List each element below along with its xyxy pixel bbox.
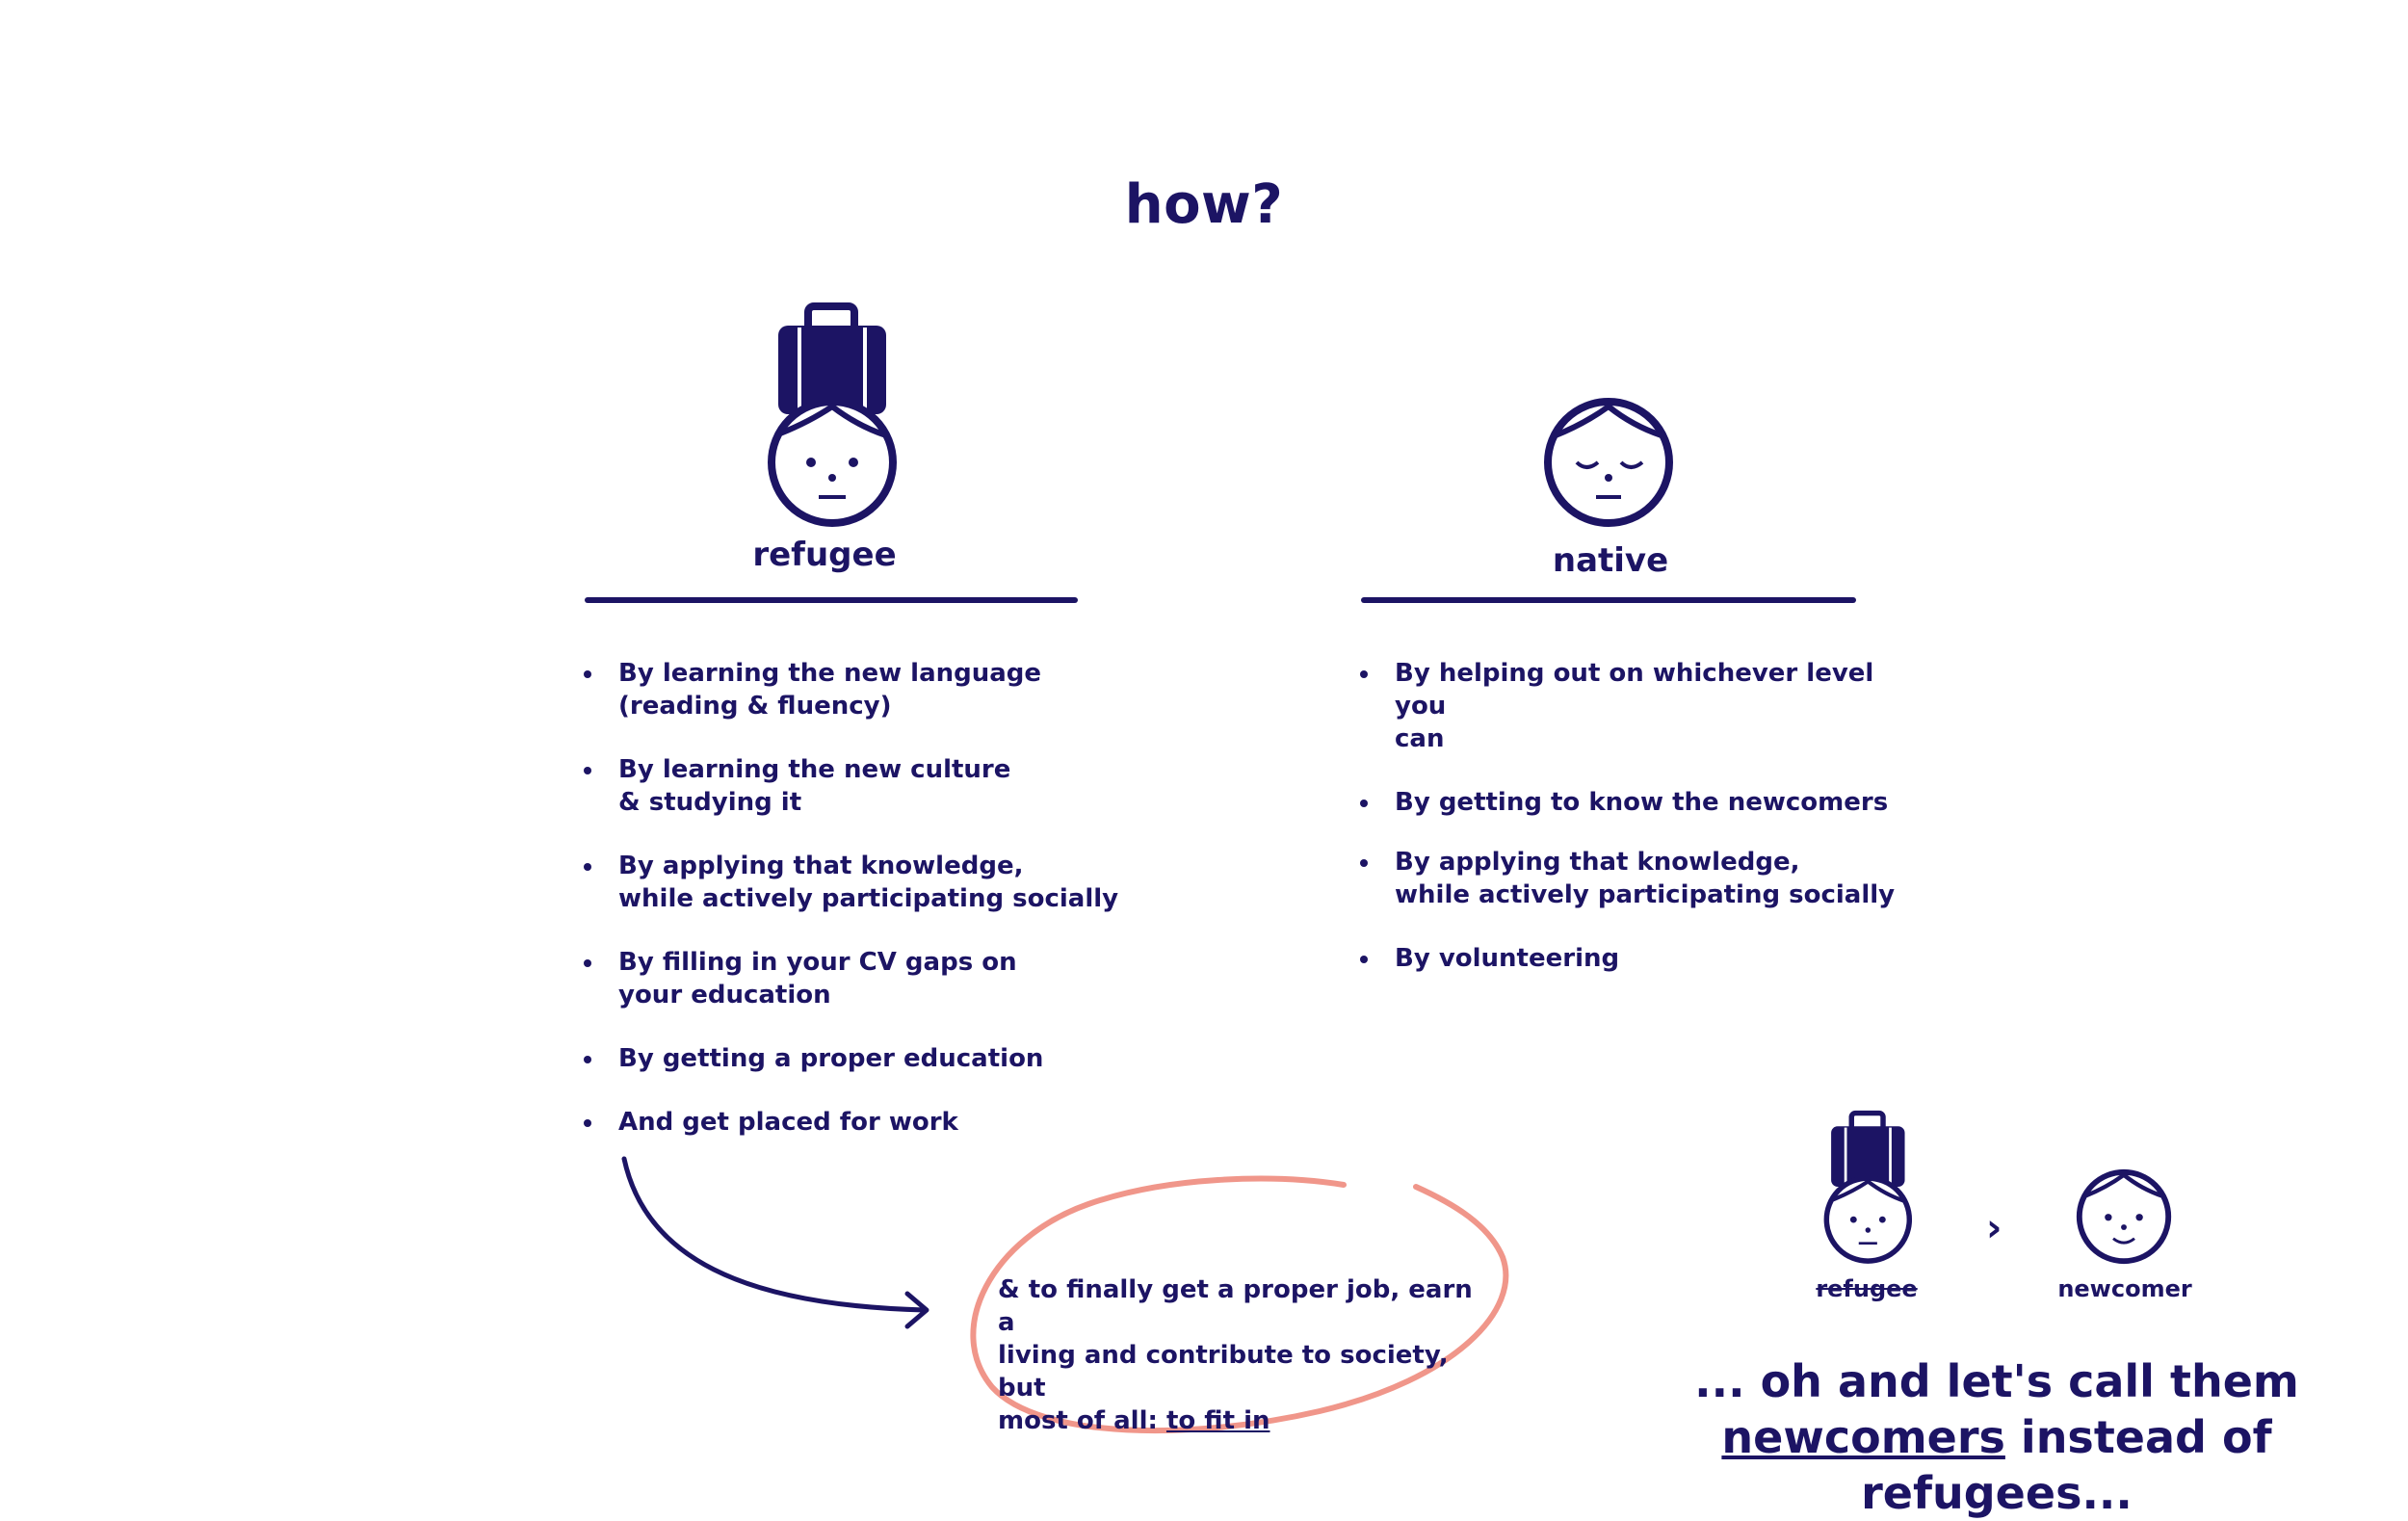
refugee-label: refugee bbox=[752, 536, 897, 574]
note-line: & to finally get a proper job, earn a bbox=[998, 1275, 1473, 1337]
chevron-right-icon: › bbox=[1986, 1206, 2002, 1250]
native-label: native bbox=[1552, 541, 1669, 580]
native-avatar-icon bbox=[1536, 393, 1681, 538]
circled-note bbox=[998, 1273, 1479, 1437]
list-item: By applying that knowledge, while actively participating socially bbox=[1360, 846, 1899, 911]
old-term-label: refugee bbox=[1816, 1275, 1918, 1302]
list-item: By learning the new language (reading & fluency) bbox=[584, 657, 1123, 722]
native-points-list bbox=[1360, 657, 1899, 1006]
list-item: By volunteering bbox=[1360, 942, 1899, 975]
closing-line: instead of refugees... bbox=[1861, 1411, 2272, 1519]
list-item: By helping out on whichever level you can bbox=[1360, 657, 1899, 755]
note-line: most of all: bbox=[998, 1406, 1166, 1435]
list-item: By getting to know the newcomers bbox=[1360, 786, 1899, 819]
list-item: By learning the new culture & studying it bbox=[584, 753, 1123, 819]
refugee-divider bbox=[585, 597, 1078, 603]
newcomer-icon bbox=[2071, 1164, 2177, 1270]
list-item: By applying that knowledge, while actively participating socially bbox=[584, 850, 1123, 915]
refugee-points-list bbox=[584, 657, 1123, 1169]
page-title: how? bbox=[1124, 173, 1284, 236]
small-refugee-icon bbox=[1813, 1100, 1924, 1273]
curved-arrow-icon bbox=[607, 1151, 944, 1334]
closing-statement bbox=[1583, 1353, 2408, 1521]
new-term-label: newcomer bbox=[2057, 1275, 2192, 1302]
list-item: By filling in your CV gaps on your education bbox=[584, 946, 1123, 1011]
note-line: living and contribute to society, but bbox=[998, 1341, 1449, 1403]
refugee-avatar-icon bbox=[751, 299, 915, 530]
list-item: And get placed for work bbox=[584, 1106, 1123, 1139]
native-divider bbox=[1361, 597, 1856, 603]
newcomers-link[interactable]: newcomers bbox=[1721, 1411, 2005, 1463]
list-item: By getting a proper education bbox=[584, 1042, 1123, 1075]
closing-line: ... oh and let's call them bbox=[1694, 1355, 2299, 1407]
fit-in-link[interactable]: to fit in bbox=[1165, 1406, 1270, 1435]
